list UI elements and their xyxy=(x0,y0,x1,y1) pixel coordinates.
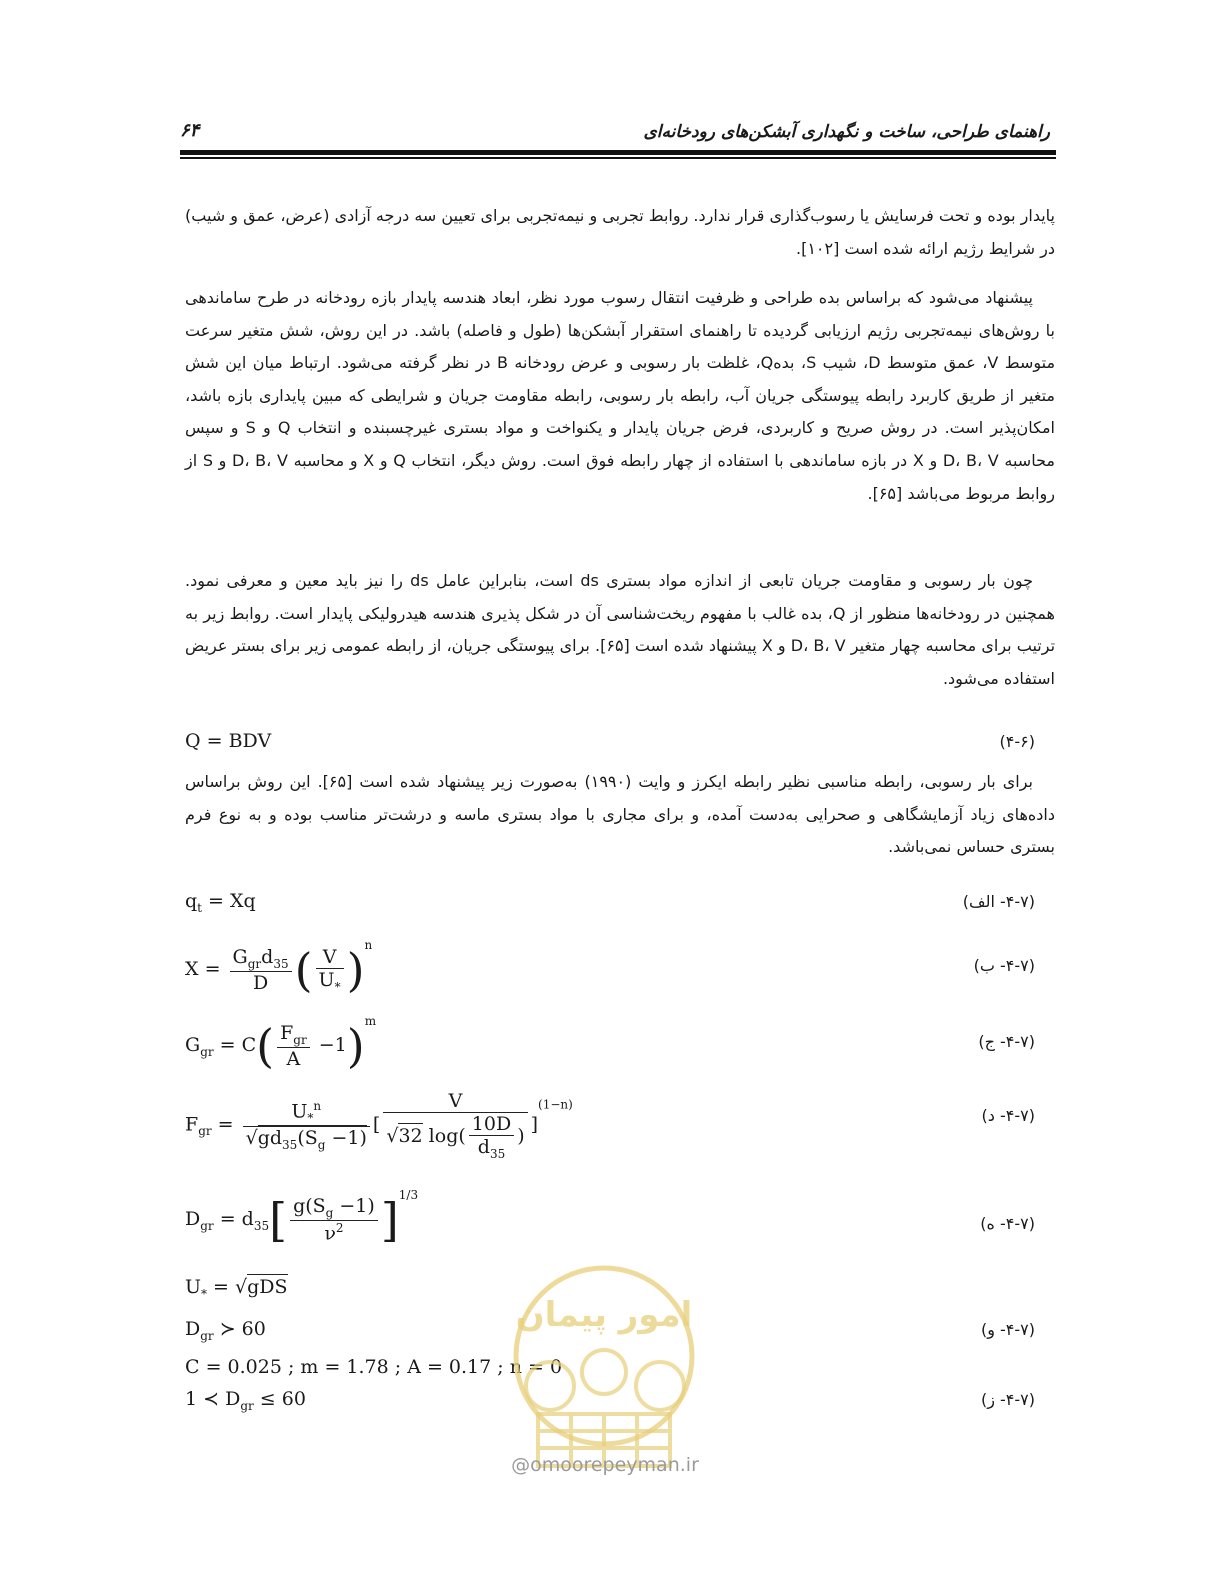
equation-4-7b xyxy=(185,938,1035,998)
paragraph: پایدار بوده و تحت فرسایش یا رسوب‌گذاری قرار ندارد. روابط تجربی و نیمه‌تجربی برای تعیین سه درجه آزادی (عرض، عمق و شیب) در شرایط رژیم ارائه شده است [۱۰۲]. xyxy=(185,206,1055,258)
equation-math: C = 0.025 ; m = 1.78 ; A = 0.17 ; n = 0 xyxy=(185,1356,563,1378)
equation-4-7d xyxy=(185,1090,1035,1170)
running-title: راهنمای طراحی، ساخت و نگهداری آبشکن‌های رودخانه‌ای xyxy=(643,122,1050,142)
equation-math: $F_{gr}$ = $\frac{U_*^n}{√gd_{35}(S_g -1)}$ [ V √32 log( $\frac{10D}{d_{35}}$ ) ]$^{(1-n)}$ xyxy=(185,1090,573,1161)
equation-math: X = $\frac{G_{gr}d_{35}}{D}$ ( $\frac{V}{U_*}$ )$^n$ xyxy=(185,938,373,997)
page-header xyxy=(180,116,1050,150)
watermark-text: امور پیمان xyxy=(515,1295,693,1335)
equation-4-7a xyxy=(185,890,1035,926)
equation-number: (۴-۷- د) xyxy=(981,1106,1035,1125)
equation-math: $D_{gr}$ ≻ 60 xyxy=(185,1318,266,1343)
paragraph: برای بار رسوبی، رابطه مناسبی نظیر رابطه ایکرز و وایت (۱۹۹۰) به‌صورت زیر پیشنهاد شده است [۶۵]. این روش براساس داده‌های زیاد آزمایشگاهی و صحرایی به‌دست آمده، و برای مجاری با مواد بستری ماسه و درشت‌تر مناسب بوده و به نوع فرم بستری حساس نمی‌باشد. xyxy=(185,772,1055,857)
equation-math: Q = BDV xyxy=(185,730,272,752)
paragraph: چون بار رسوبی و مقاومت جریان تابعی از اندازه مواد بستری ds است، بنابراین عامل ds را نیز باید معین و معرفی نمود. همچنین در رودخانه‌ها منظور از Q، بده غالب با مفهوم ریخت‌شناسی آن در شکل پذیری هندسه هیدرولیکی پایدار است. روابط زیر به ترتیب برای محاسبه چهار متغیر D، B، V و X پیشنهاد شده است [۶۵]. برای پیوستگی جریان، از رابطه عمومی زیر برای بستر عریض استفاده می‌شود. xyxy=(185,571,1056,688)
header-rule xyxy=(180,150,1056,155)
equation-math: $G_{gr} = C$( $\frac{F_{gr}}{A}$ −1)$^m$ xyxy=(185,1014,377,1073)
equation-4-6 xyxy=(185,730,1035,766)
header-rule-thin xyxy=(180,157,1056,159)
equation-number: (۴-۷- ج) xyxy=(978,1032,1035,1051)
watermark-site: @omoorepeyman.ir xyxy=(511,1454,699,1476)
equation-math: 1 ≺ $D_{gr} \le 60$ xyxy=(185,1388,306,1413)
equation-number: (۴-۷- ب) xyxy=(973,956,1035,975)
equation-math: $U_* = √gDS$ xyxy=(185,1276,288,1301)
equation-number: (۴-۷- و) xyxy=(980,1320,1035,1339)
equation-math: $D_{gr} = d_{35}$[ $\frac{g(S_g -1)}{\nu^2}$ ]$^{1/3}$ xyxy=(185,1188,419,1247)
page-number: ۶۴ xyxy=(180,120,200,141)
equation-number: (۴-۷- ز) xyxy=(980,1390,1035,1409)
equation-number: (۴-۶) xyxy=(999,732,1035,751)
equation-math: $q_t = Xq$ xyxy=(185,890,256,915)
equation-number: (۴-۷- ه) xyxy=(980,1214,1035,1233)
paragraph: پیشنهاد می‌شود که براساس بده طراحی و ظرفیت انتقال رسوب مورد نظر، ابعاد هندسه پایدار بازه رودخانه در طرح ساماندهی با روش‌های نیمه‌تجربی رژیم ارزیابی گردیده تا راهنمای استقرار آبشکن‌ها (طول و فاصله) باشد. در این روش، شش متغیر سرعت متوسط V، عمق متوسط D، شیب S، بدهQ، غلظت بار رسوبی و عرض رودخانه B در نظر گرفته می‌شود. ارتباط میان این شش متغیر از طریق کاربرد رابطه پیوستگی جریان آب، رابطه بار رسوبی، رابطه مقاومت جریان و شرایطی که مبین پایداری بازه باشد، امکان‌پذیر است. در روش صریح و کاربردی، فرض جریان پایدار و یکنواخت و مواد بستری غیرچسبنده و انتخاب Q و S و سپس محاسبه D، B، V و X در بازه ساماندهی با استفاده از چهار رابطه فوق است. روش دیگر، انتخاب Q و X و محاسبه D، B، V و S از روابط مربوط می‌باشد [۶۵]. xyxy=(185,288,1056,503)
equation-number: (۴-۷- الف) xyxy=(962,892,1035,911)
equation-4-7e xyxy=(185,1188,1035,1258)
watermark-logo xyxy=(498,1264,710,1479)
equation-4-7c xyxy=(185,1014,1035,1074)
